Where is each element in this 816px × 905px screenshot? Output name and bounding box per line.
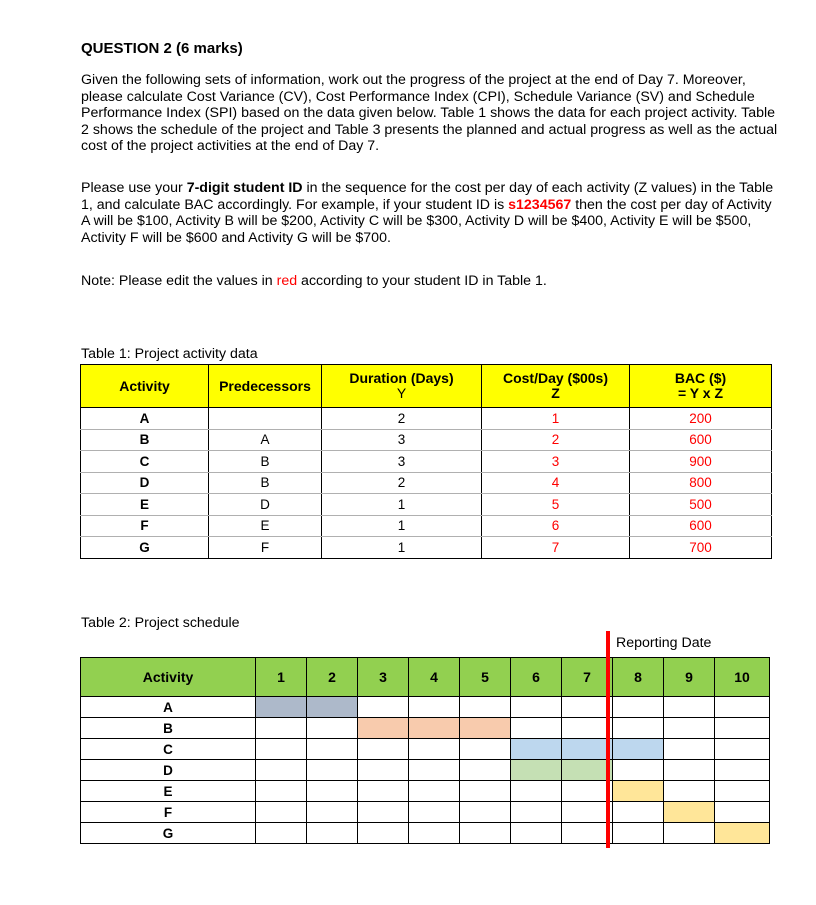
schedule-bar-cell xyxy=(562,760,613,781)
schedule-empty-cell xyxy=(511,718,562,739)
schedule-row xyxy=(81,823,770,844)
schedule-empty-cell xyxy=(460,823,511,844)
cost-per-day-cell: 5 xyxy=(482,494,630,516)
header-cost xyxy=(482,365,630,408)
activity-cell: B xyxy=(81,429,209,451)
intro-paragraph: Given the following sets of information, work out the progress of the project at the end of Day 7. Moreover, please calculate Cost Variance (CV), Cost Performance Index (CPI), Schedule Variance (SV) and Schedule Performance Index (SPI) based on the data given below. Table 1 shows the data for each project activity. Table 2 shows the schedule of the project and Table 3 presents the planned and actual progress as well as the actual cost of the project activities at the end of Day 7. xyxy=(81,72,778,155)
header-duration-sub: Y xyxy=(396,385,407,401)
header-bac xyxy=(630,365,772,408)
note-paragraph xyxy=(81,273,781,290)
schedule-empty-cell xyxy=(409,760,460,781)
duration-cell: 1 xyxy=(322,494,482,516)
example-student-id: s1234567 xyxy=(508,196,572,213)
header-activity: Activity xyxy=(81,365,209,408)
predecessor-cell: F xyxy=(209,537,322,559)
predecessor-cell: B xyxy=(209,472,322,494)
table-row xyxy=(81,494,772,516)
schedule-empty-cell xyxy=(562,823,613,844)
schedule-activity-cell: F xyxy=(81,802,256,823)
duration-cell: 2 xyxy=(322,408,482,430)
student-id-emphasis: 7-digit student ID xyxy=(186,180,303,196)
schedule-activity-cell: C xyxy=(81,739,256,760)
duration-cell: 3 xyxy=(322,429,482,451)
schedule-empty-cell xyxy=(613,802,664,823)
instruction-paragraph xyxy=(81,180,781,246)
schedule-empty-cell xyxy=(358,781,409,802)
schedule-bar-cell xyxy=(613,739,664,760)
schedule-bar-cell xyxy=(664,802,715,823)
schedule-empty-cell xyxy=(409,781,460,802)
table-row xyxy=(81,451,772,473)
bac-cell: 600 xyxy=(630,429,772,451)
schedule-empty-cell xyxy=(715,802,770,823)
schedule-empty-cell xyxy=(613,718,664,739)
schedule-bar-cell xyxy=(511,739,562,760)
duration-cell: 1 xyxy=(322,515,482,537)
table-row xyxy=(81,472,772,494)
schedule-row xyxy=(81,802,770,823)
schedule-empty-cell xyxy=(409,739,460,760)
reporting-date-label: Reporting Date xyxy=(616,635,712,651)
schedule-empty-cell xyxy=(664,718,715,739)
day-header: 7 xyxy=(562,658,613,697)
header-predecessors: Predecessors xyxy=(209,365,322,408)
schedule-empty-cell xyxy=(664,781,715,802)
schedule-empty-cell xyxy=(511,697,562,718)
schedule-bar-cell xyxy=(358,718,409,739)
schedule-empty-cell xyxy=(511,781,562,802)
predecessor-cell: B xyxy=(209,451,322,473)
schedule-empty-cell xyxy=(256,718,307,739)
schedule-bar-cell xyxy=(613,781,664,802)
activity-cell: E xyxy=(81,494,209,516)
header-cost-sub: Z xyxy=(551,385,560,401)
bac-cell: 800 xyxy=(630,472,772,494)
schedule-row xyxy=(81,697,770,718)
schedule-empty-cell xyxy=(307,781,358,802)
bac-cell: 500 xyxy=(630,494,772,516)
day-header: 6 xyxy=(511,658,562,697)
table1-caption: Table 1: Project activity data xyxy=(81,346,258,362)
duration-cell: 1 xyxy=(322,537,482,559)
schedule-empty-cell xyxy=(358,697,409,718)
schedule-empty-cell xyxy=(511,802,562,823)
schedule-empty-cell xyxy=(409,823,460,844)
question-heading: QUESTION 2 (6 marks) xyxy=(81,40,243,57)
schedule-header-row xyxy=(81,658,770,697)
schedule-bar-cell xyxy=(460,718,511,739)
table-row xyxy=(81,515,772,537)
schedule-empty-cell xyxy=(664,760,715,781)
schedule-row xyxy=(81,718,770,739)
predecessor-cell: E xyxy=(209,515,322,537)
day-header: 9 xyxy=(664,658,715,697)
schedule-bar-cell xyxy=(307,697,358,718)
schedule-empty-cell xyxy=(409,697,460,718)
predecessor-cell: A xyxy=(209,429,322,451)
schedule-empty-cell xyxy=(664,697,715,718)
bac-cell: 200 xyxy=(630,408,772,430)
cost-per-day-cell: 3 xyxy=(482,451,630,473)
duration-cell: 2 xyxy=(322,472,482,494)
day-header: 1 xyxy=(256,658,307,697)
schedule-activity-cell: D xyxy=(81,760,256,781)
schedule-empty-cell xyxy=(562,781,613,802)
schedule-empty-cell xyxy=(715,718,770,739)
header-duration xyxy=(322,365,482,408)
schedule-empty-cell xyxy=(256,739,307,760)
schedule-empty-cell xyxy=(613,760,664,781)
schedule-empty-cell xyxy=(307,760,358,781)
schedule-empty-cell xyxy=(613,697,664,718)
schedule-empty-cell xyxy=(664,823,715,844)
schedule-empty-cell xyxy=(460,802,511,823)
day-header: 3 xyxy=(358,658,409,697)
schedule-bar-cell xyxy=(256,697,307,718)
schedule-empty-cell xyxy=(358,739,409,760)
instruction-text-1: Please use your xyxy=(81,180,187,196)
table1-header-row xyxy=(81,365,772,408)
instruction-text-3: then the cost per day of Activity A will be $100, Activity B will be $200, Activity C will be $300, Activity D will be $400, Activity E will be $500, Activity F will be $600 and Activity G will be $700. xyxy=(81,196,772,246)
cost-per-day-cell: 2 xyxy=(482,429,630,451)
schedule-empty-cell xyxy=(307,718,358,739)
schedule-bar-cell xyxy=(511,760,562,781)
predecessor-cell xyxy=(209,408,322,430)
activity-cell: A xyxy=(81,408,209,430)
schedule-bar-cell xyxy=(562,739,613,760)
schedule-empty-cell xyxy=(307,823,358,844)
project-schedule-table xyxy=(80,657,770,844)
note-red-word: red xyxy=(276,273,298,289)
schedule-bar-cell xyxy=(409,718,460,739)
schedule-empty-cell xyxy=(358,823,409,844)
activity-cell: F xyxy=(81,515,209,537)
table2-caption: Table 2: Project schedule xyxy=(81,615,240,631)
project-activity-table xyxy=(80,364,772,559)
table-row xyxy=(81,408,772,430)
schedule-empty-cell xyxy=(715,697,770,718)
reporting-date-line xyxy=(606,631,610,848)
schedule-empty-cell xyxy=(664,739,715,760)
schedule-empty-cell xyxy=(562,697,613,718)
cost-per-day-cell: 1 xyxy=(482,408,630,430)
day-header: 10 xyxy=(715,658,770,697)
schedule-bar-cell xyxy=(715,823,770,844)
bac-cell: 600 xyxy=(630,515,772,537)
schedule-empty-cell xyxy=(256,760,307,781)
schedule-empty-cell xyxy=(256,781,307,802)
schedule-header-activity: Activity xyxy=(81,658,256,697)
schedule-activity-cell: A xyxy=(81,697,256,718)
schedule-empty-cell xyxy=(307,739,358,760)
bac-cell: 900 xyxy=(630,451,772,473)
table-row xyxy=(81,429,772,451)
schedule-empty-cell xyxy=(460,781,511,802)
schedule-empty-cell xyxy=(409,802,460,823)
predecessor-cell: D xyxy=(209,494,322,516)
instruction-text-2: in the sequence for the cost per day of each activity (Z values) in the Table 1, and calculate BAC accordingly. For example, if your student ID is xyxy=(81,180,774,213)
schedule-empty-cell xyxy=(460,739,511,760)
day-header: 5 xyxy=(460,658,511,697)
schedule-empty-cell xyxy=(460,760,511,781)
cost-per-day-cell: 7 xyxy=(482,537,630,559)
activity-cell: G xyxy=(81,537,209,559)
schedule-empty-cell xyxy=(358,802,409,823)
schedule-empty-cell xyxy=(511,823,562,844)
activity-cell: D xyxy=(81,472,209,494)
schedule-activity-cell: B xyxy=(81,718,256,739)
header-bac-sub: = Y x Z xyxy=(677,385,723,401)
schedule-empty-cell xyxy=(715,760,770,781)
cost-per-day-cell: 6 xyxy=(482,515,630,537)
table-row xyxy=(81,537,772,559)
schedule-empty-cell xyxy=(562,718,613,739)
schedule-empty-cell xyxy=(715,781,770,802)
schedule-row xyxy=(81,760,770,781)
bac-cell: 700 xyxy=(630,537,772,559)
header-bac-label: BAC ($) xyxy=(674,370,727,386)
cost-per-day-cell: 4 xyxy=(482,472,630,494)
day-header: 8 xyxy=(613,658,664,697)
note-text-1: Note: Please edit the values in xyxy=(81,273,277,289)
activity-cell: C xyxy=(81,451,209,473)
schedule-empty-cell xyxy=(460,697,511,718)
schedule-row xyxy=(81,739,770,760)
schedule-activity-cell: G xyxy=(81,823,256,844)
header-cost-label: Cost/Day ($00s) xyxy=(502,370,609,386)
schedule-empty-cell xyxy=(613,823,664,844)
day-header: 2 xyxy=(307,658,358,697)
schedule-empty-cell xyxy=(256,823,307,844)
schedule-empty-cell xyxy=(307,802,358,823)
schedule-empty-cell xyxy=(715,739,770,760)
schedule-activity-cell: E xyxy=(81,781,256,802)
duration-cell: 3 xyxy=(322,451,482,473)
header-duration-label: Duration (Days) xyxy=(349,370,454,386)
schedule-empty-cell xyxy=(562,802,613,823)
note-text-2: according to your student ID in Table 1. xyxy=(297,273,547,289)
schedule-empty-cell xyxy=(256,802,307,823)
schedule-empty-cell xyxy=(358,760,409,781)
schedule-row xyxy=(81,781,770,802)
day-header: 4 xyxy=(409,658,460,697)
